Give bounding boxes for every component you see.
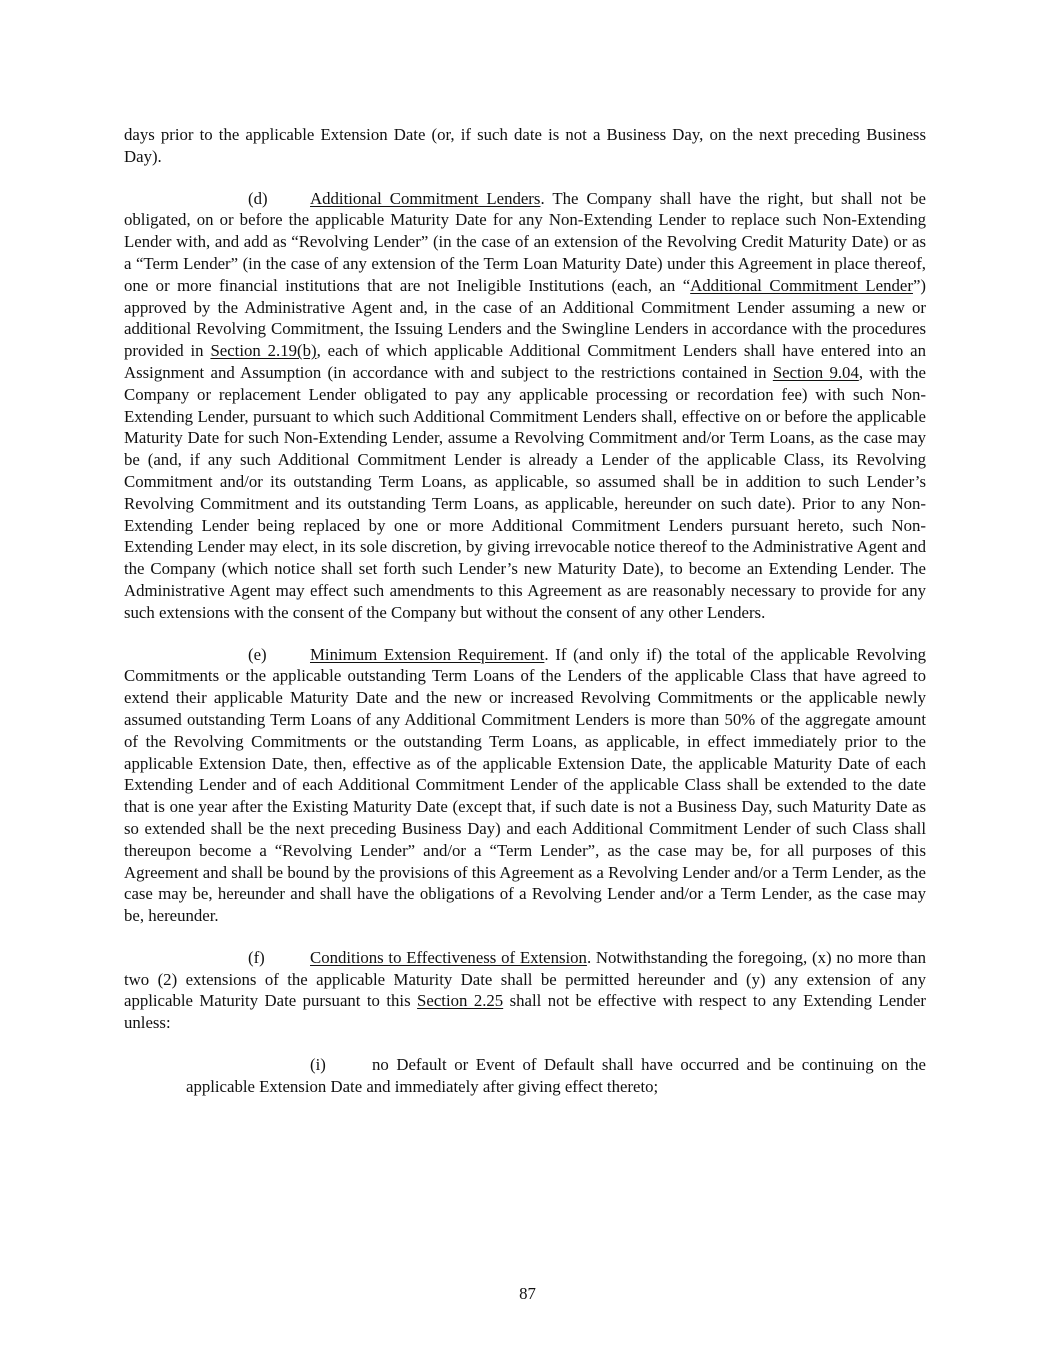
section-e-number: (e) [248, 644, 267, 664]
section-ref-2-25: Section 2.25 [417, 991, 504, 1011]
section-d-heading: Additional Commitment Lenders [310, 188, 541, 208]
intro-text: days prior to the applicable Extension Date (or, if such date is not a Business Day, on the next preceding Business Day). [124, 125, 926, 166]
intro-paragraph [124, 124, 926, 168]
section-d-paragraph [124, 188, 926, 624]
section-f-heading: Conditions to Effectiveness of Extension [310, 947, 587, 967]
subsection-i-text: no Default or Event of Default shall have occurred and be continuing on the applicable Extension Date and immediately after giving effect thereto; [186, 1055, 926, 1096]
section-d-number: (d) [248, 188, 268, 208]
section-e-text-1: . If (and only if) the total of the applicable Revolving Commitments or the applicable outstanding Term Loans of the Lenders of the applicable Class that have agreed to extend their applicable Maturity Date and the new or increased Revolving Commitments or the applicable newly assumed outstanding Term Loans of any Additional Commitment Lenders is more than 50% of the aggregate amount of the Revolving Commitments or the outstanding Term Loans, as applicable, in effect immediately prior to the applicable Extension Date, then, effective as of the applicable Extension Date, the applicable Maturity Date of each Extending Lender and of each Additional Commitment Lender of the applicable Class shall be extended to the date that is one year after the Existing Maturity Date (except that, if such date is not a Business Day, such Maturity Date as so extended shall be the next preceding Business Day) and each Additional Commitment Lender of such Class shall thereupon become a “Revolving Lender” and/or a “Term Lender”, as the case may be, for all purposes of this Agreement and shall be bound by the provisions of this Agreement as a Revolving Lender and/or a Term Lender, as the case may be, hereunder and shall have the obligations of a Revolving Lender and/or a Term Lender, as the case may be, hereunder. [124, 644, 926, 926]
section-f-number: (f) [248, 947, 265, 967]
section-d-text-2: ”) approved by the Administrative Agent and, in the case of an Additional Commitment Lender assuming a new or additional Revolving Commitment, the Issuing Lenders and the Swingline Lenders in accordance with the procedures provided in [124, 275, 926, 361]
subsection-i-paragraph [124, 1054, 926, 1098]
section-ref-2-19b: Section 2.19(b) [210, 341, 317, 361]
section-d-text-1: . The Company shall have the right, but shall not be obligated, on or before the applicable Maturity Date for any Non-Extending Lender to replace such Non-Extending Lender with, and add as “Revolving Lender” (in the case of an extension of the Revolving Credit Maturity Date) or as a “Term Lender” (in the case of any extension of the Term Loan Maturity Date) under this Agreement in place thereof, one or more financial institutions that are not Ineligible Institutions (each, an “ [124, 188, 927, 295]
section-d-text-4: , with the Company or replacement Lender obligated to pay any applicable processing or recordation fee) with such Non-Extending Lender, pursuant to which such Additional Commitment Lenders shall, effective on or before the applicable Maturity Date for such Non-Extending Lender, assume a Revolving Commitment and/or Term Loans, as the case may be (and, if any such Additional Commitment Lender is already a Lender of the applicable Class, its Revolving Commitment and/or its outstanding Term Loans, as applicable, so assumed shall be in addition to such Lender’s Revolving Commitment and its outstanding Term Loans, as applicable, hereunder on such date). Prior to any Non-Extending Lender being replaced by one or more Additional Commitment Lenders pursuant hereto, such Non-Extending Lender may elect, in its sole discretion, by giving irrevocable notice thereof to the Administrative Agent and the Company (which notice shall set forth such Lender’s new Maturity Date), to become an Extending Lender. The Administrative Agent may effect such amendments to this Agreement as are reasonably necessary to provide for any such extensions with the consent of the Company but without the consent of any other Lenders. [124, 362, 927, 622]
section-f-paragraph [124, 947, 926, 1034]
section-f-text-1: . Notwithstanding the foregoing, (x) no more than two (2) extensions of the applicable Maturity Date shall be permitted hereunder and (y) any extension of any applicable Maturity Date pursuant to this [124, 947, 927, 1011]
document-page [124, 124, 926, 1118]
subsection-i-number: (i) [310, 1055, 326, 1075]
page-number: 87 [519, 1284, 536, 1303]
defined-term: Additional Commitment Lender [690, 275, 913, 295]
section-e-paragraph [124, 644, 926, 927]
section-d-text-3: , each of which applicable Additional Commitment Lenders shall have entered into an Assignment and Assumption (in accordance with and subject to the restrictions contained in [124, 341, 926, 382]
section-f-text-2: shall not be effective with respect to any Extending Lender unless: [124, 991, 926, 1033]
section-e-heading: Minimum Extension Requirement [310, 644, 545, 664]
section-ref-9-04: Section 9.04 [772, 362, 859, 382]
